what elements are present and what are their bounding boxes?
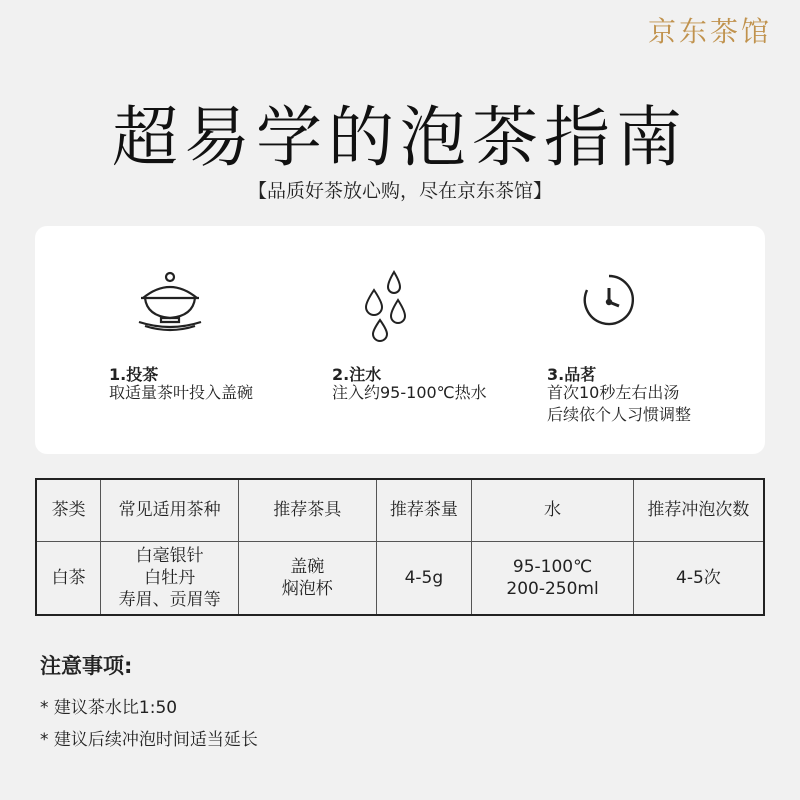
- cell-line: 寿眉、贡眉等: [118, 589, 221, 610]
- table-header-cell: 推荐茶量: [376, 479, 472, 541]
- cell-line: 4-5次: [676, 567, 721, 588]
- table-cell-brew-times: [633, 541, 764, 615]
- step-desc: [109, 382, 253, 404]
- table-cell-tea-varieties: [101, 541, 239, 615]
- table-header-cell: 茶类: [36, 479, 101, 541]
- cell-line: 200-250ml: [506, 578, 599, 599]
- table-cell-water: [472, 541, 634, 615]
- step-title: 3.品茗: [547, 365, 597, 384]
- cell-line: 焖泡杯: [281, 578, 333, 599]
- cell-line: 4-5g: [404, 567, 444, 588]
- table-header-row: [36, 479, 764, 541]
- tea-guide-table: [35, 478, 765, 616]
- table-header-cell: 常见适用茶种: [101, 479, 239, 541]
- step-desc-line: 后续依个人习惯调整: [547, 405, 692, 424]
- table-header-cell: 推荐冲泡次数: [633, 479, 764, 541]
- page-title: 超易学的泡茶指南: [112, 99, 688, 176]
- step-title: 1.投茶: [109, 365, 159, 384]
- notes-heading: 注意事项:: [40, 654, 133, 678]
- note-item: * 建议茶水比1:50: [40, 698, 178, 718]
- step-desc-line: 取适量茶叶投入盖碗: [109, 383, 254, 402]
- table-cell-teaware: [238, 541, 376, 615]
- cell-line: 白茶: [51, 567, 86, 588]
- step-desc: [547, 382, 691, 426]
- table-row: [36, 541, 764, 615]
- step-desc-line: 首次10秒左右出汤: [547, 383, 680, 402]
- page-subtitle: 【品质好茶放心购，尽在京东茶馆】: [247, 180, 552, 202]
- step-title: 2.注水: [332, 365, 382, 384]
- cell-line: 白牡丹: [144, 567, 196, 588]
- cell-line: 95-100℃: [512, 556, 593, 577]
- water-drops-icon: [360, 270, 416, 346]
- cell-line: 白毫银针: [135, 545, 204, 566]
- table-cell-tea-type: [36, 541, 101, 615]
- clock-icon: [579, 270, 639, 334]
- table-cell-tea-amount: [376, 541, 472, 615]
- notes-section: [40, 650, 258, 756]
- step-desc-line: 注入约95-100℃热水: [332, 383, 487, 402]
- gaiwan-icon: [135, 270, 205, 338]
- note-item: * 建议后续冲泡时间适当延长: [40, 730, 258, 750]
- table-header-cell: 推荐茶具: [238, 479, 376, 541]
- brand-logo: 京东茶馆: [647, 15, 772, 48]
- cell-line: 盖碗: [290, 556, 325, 577]
- steps-card: [35, 226, 765, 454]
- table-header-cell: 水: [472, 479, 634, 541]
- step-desc: [332, 382, 487, 404]
